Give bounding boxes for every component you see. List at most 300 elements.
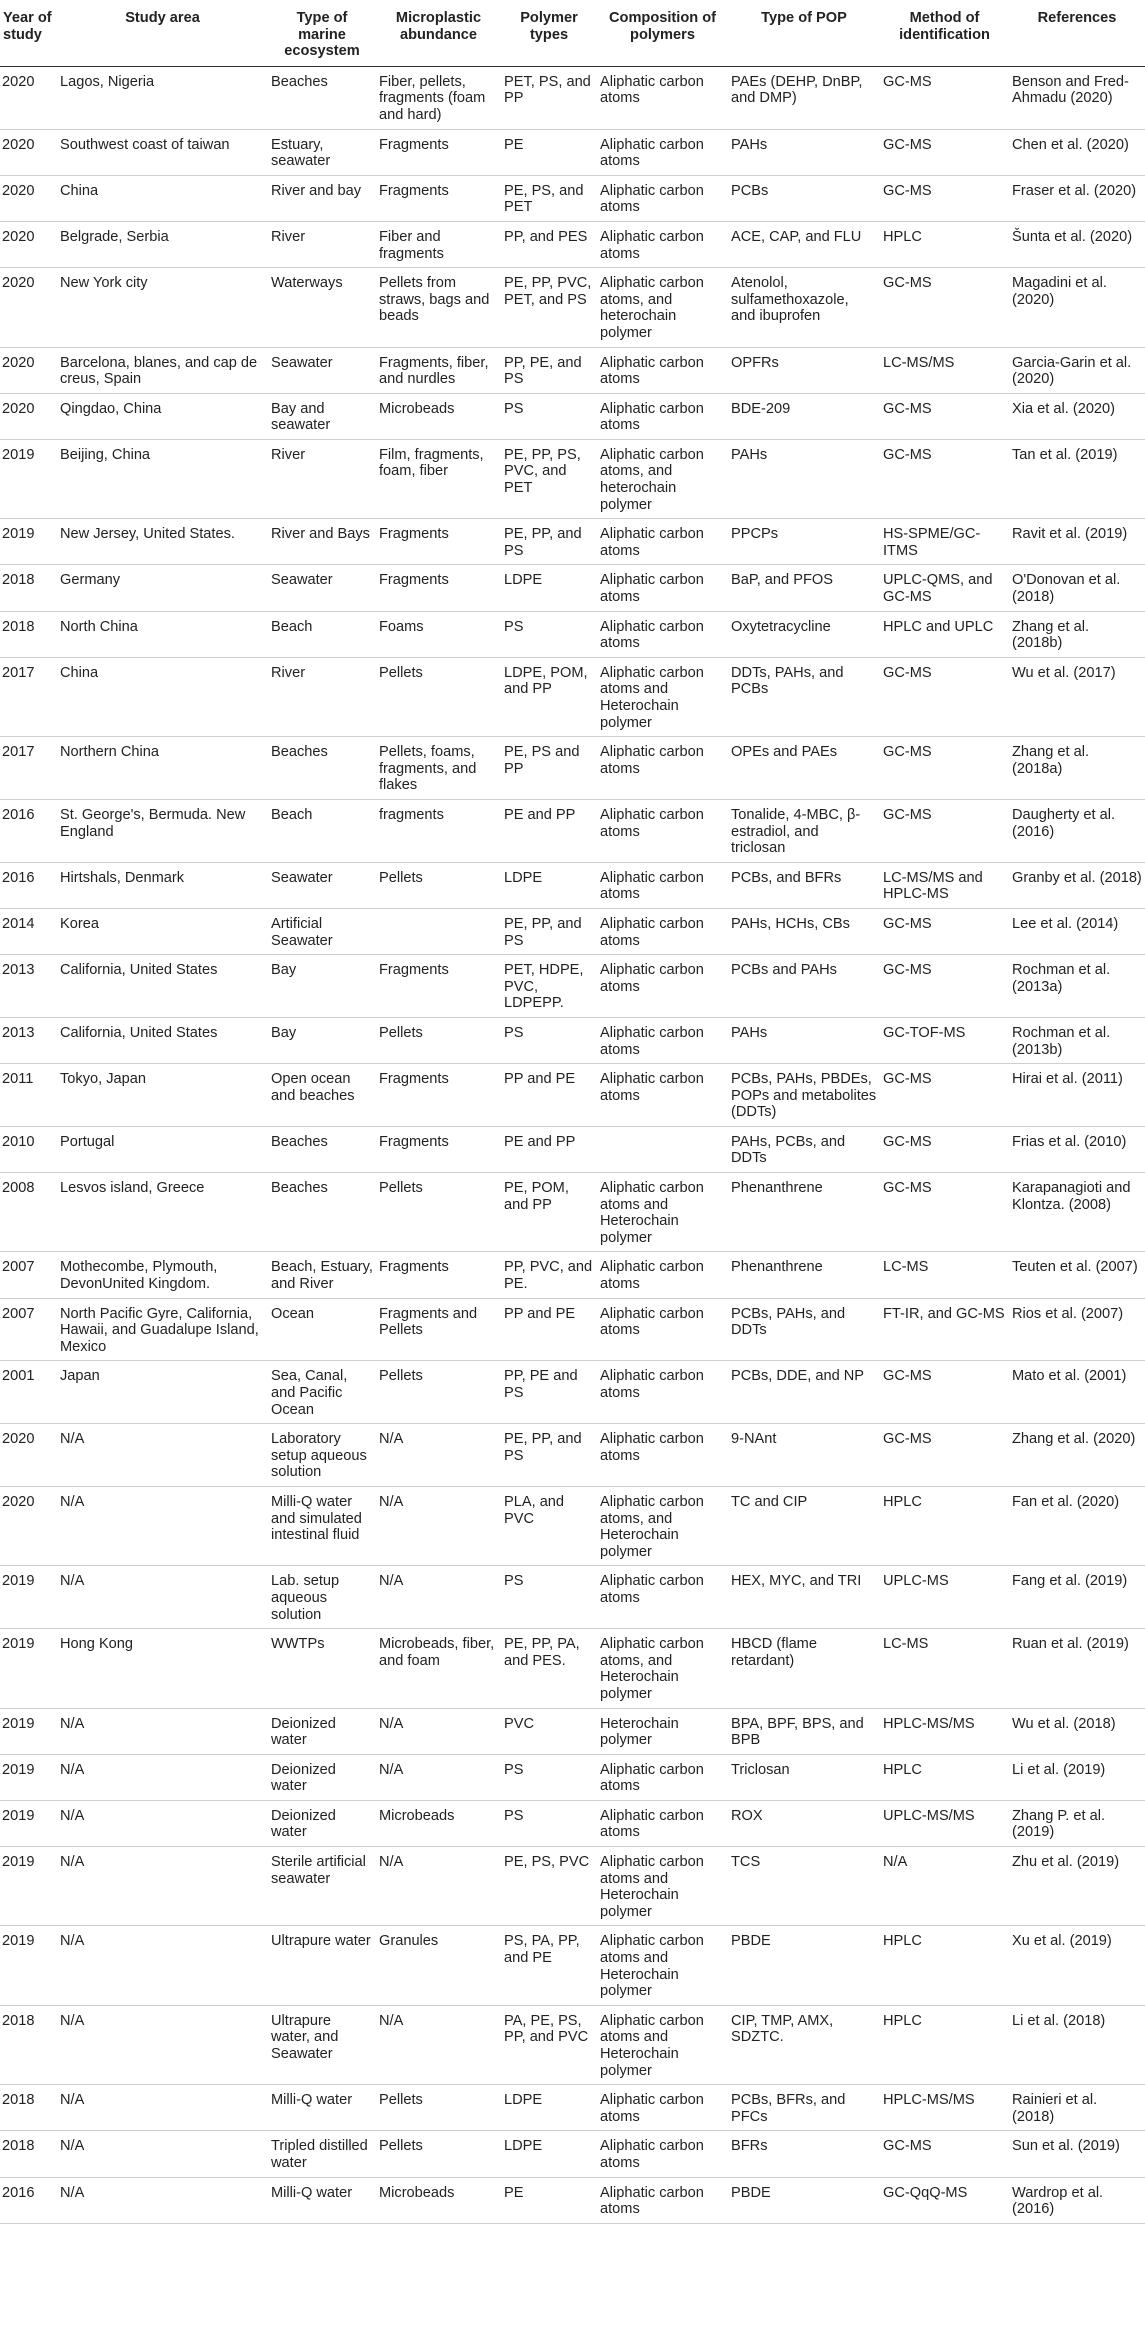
table-cell: Beijing, China (57, 439, 268, 518)
table-cell: Heterochain polymer (597, 1708, 728, 1754)
table-cell: GC-MS (880, 129, 1009, 175)
table-cell: Open ocean and beaches (268, 1064, 376, 1127)
table-cell: FT-IR, and GC-MS (880, 1298, 1009, 1361)
table-cell: Northern China (57, 737, 268, 800)
table-cell: Magadini et al. (2020) (1009, 268, 1145, 347)
table-cell: LDPE, POM, and PP (501, 657, 597, 736)
table-cell: HPLC-MS/MS (880, 1708, 1009, 1754)
table-cell: fragments (376, 799, 501, 862)
table-cell: TCS (728, 1847, 880, 1926)
table-cell: CIP, TMP, AMX, SDZTC. (728, 2005, 880, 2084)
table-cell: PVC (501, 1708, 597, 1754)
table-cell: Hong Kong (57, 1629, 268, 1708)
table-cell: Deionized water (268, 1708, 376, 1754)
table-row (0, 268, 1145, 347)
table-cell: Fragments (376, 519, 501, 565)
table-cell: Rochman et al. (2013b) (1009, 1017, 1145, 1063)
header-cell: Composition of polymers (597, 0, 728, 66)
table-cell: Korea (57, 908, 268, 954)
table-row (0, 2177, 1145, 2223)
table-cell: 2019 (0, 439, 57, 518)
table-cell: BPA, BPF, BPS, and BPB (728, 1708, 880, 1754)
table-cell: GC-MS (880, 799, 1009, 862)
table-cell: Aliphatic carbon atoms (597, 565, 728, 611)
table-cell: Mato et al. (2001) (1009, 1361, 1145, 1424)
table-cell: Rochman et al. (2013a) (1009, 955, 1145, 1018)
table-cell: PBDE (728, 2177, 880, 2223)
table-cell: HS-SPME/GC-ITMS (880, 519, 1009, 565)
table-cell: River and Bays (268, 519, 376, 565)
table-cell: Karapanagioti and Klontza. (2008) (1009, 1173, 1145, 1252)
table-cell: River (268, 221, 376, 267)
table-cell: Aliphatic carbon atoms (597, 1298, 728, 1361)
table-cell: Aliphatic carbon atoms (597, 221, 728, 267)
table-cell: N/A (57, 1926, 268, 2005)
table-cell: Xia et al. (2020) (1009, 393, 1145, 439)
table-cell: Chen et al. (2020) (1009, 129, 1145, 175)
table-cell: China (57, 175, 268, 221)
table-cell: GC-MS (880, 393, 1009, 439)
table-cell: Garcia-Garin et al. (2020) (1009, 347, 1145, 393)
table-cell: PS (501, 393, 597, 439)
table-row (0, 2131, 1145, 2177)
table-cell: UPLC-MS/MS (880, 1800, 1009, 1846)
table-cell: 2020 (0, 129, 57, 175)
table-cell: PE, POM, and PP (501, 1173, 597, 1252)
table-cell: 2017 (0, 657, 57, 736)
table-cell: Wu et al. (2017) (1009, 657, 1145, 736)
table-cell: Xu et al. (2019) (1009, 1926, 1145, 2005)
table-cell: 2007 (0, 1252, 57, 1298)
table-cell: ACE, CAP, and FLU (728, 221, 880, 267)
table-row (0, 1017, 1145, 1063)
table-cell: 2020 (0, 175, 57, 221)
table-cell: PP, PVC, and PE. (501, 1252, 597, 1298)
table-cell: Fraser et al. (2020) (1009, 175, 1145, 221)
table-cell: PS, PA, PP, and PE (501, 1926, 597, 2005)
table-cell: LC-MS/MS (880, 347, 1009, 393)
table-cell: PP, and PES (501, 221, 597, 267)
table-cell: HEX, MYC, and TRI (728, 1566, 880, 1629)
table-cell: Aliphatic carbon atoms and Heterochain polymer (597, 1926, 728, 2005)
table-cell: 2013 (0, 955, 57, 1018)
table-cell: Pellets (376, 1361, 501, 1424)
table-cell: DDTs, PAHs, and PCBs (728, 657, 880, 736)
table-cell: GC-MS (880, 955, 1009, 1018)
table-cell: Aliphatic carbon atoms (597, 2131, 728, 2177)
table-cell: Fragments (376, 565, 501, 611)
table-cell: Beaches (268, 737, 376, 800)
table-cell: LC-MS (880, 1252, 1009, 1298)
table-cell: PA, PE, PS, PP, and PVC (501, 2005, 597, 2084)
table-cell: Beach (268, 611, 376, 657)
table-cell: ROX (728, 1800, 880, 1846)
table-cell: 2020 (0, 268, 57, 347)
table-cell: Tan et al. (2019) (1009, 439, 1145, 518)
table-row (0, 347, 1145, 393)
table-cell: Teuten et al. (2007) (1009, 1252, 1145, 1298)
table-cell: Wu et al. (2018) (1009, 1708, 1145, 1754)
table-cell: 2019 (0, 1629, 57, 1708)
table-cell: Aliphatic carbon atoms (597, 2177, 728, 2223)
table-cell: California, United States (57, 955, 268, 1018)
table-cell: PS (501, 611, 597, 657)
table-cell: N/A (57, 2005, 268, 2084)
table-cell: PLA, and PVC (501, 1486, 597, 1565)
table-cell: 2019 (0, 1800, 57, 1846)
table-cell: Milli-Q water (268, 2085, 376, 2131)
table-cell: Atenolol, sulfamethoxazole, and ibuprofen (728, 268, 880, 347)
table-cell: Aliphatic carbon atoms (597, 2085, 728, 2131)
table-cell: Film, fragments, foam, fiber (376, 439, 501, 518)
table-cell: Aliphatic carbon atoms and Heterochain polymer (597, 1173, 728, 1252)
table-cell: Aliphatic carbon atoms (597, 955, 728, 1018)
table-cell: BaP, and PFOS (728, 565, 880, 611)
table-cell: 2016 (0, 799, 57, 862)
table-cell: 2019 (0, 1926, 57, 2005)
table-cell: BFRs (728, 2131, 880, 2177)
table-cell (376, 908, 501, 954)
table-cell: LDPE (501, 862, 597, 908)
table-row (0, 611, 1145, 657)
table-cell: 2019 (0, 1754, 57, 1800)
table-cell: Beach, Estuary, and River (268, 1252, 376, 1298)
table-cell: Aliphatic carbon atoms (597, 129, 728, 175)
table-cell (597, 1126, 728, 1172)
table-cell: HPLC (880, 221, 1009, 267)
table-cell: Aliphatic carbon atoms (597, 737, 728, 800)
table-cell: Phenanthrene (728, 1252, 880, 1298)
header-cell: Type of marine ecosystem (268, 0, 376, 66)
table-cell: Fragments (376, 175, 501, 221)
table-cell: 2019 (0, 519, 57, 565)
table-cell: Fan et al. (2020) (1009, 1486, 1145, 1565)
header-cell: Study area (57, 0, 268, 66)
table-cell: Bay (268, 955, 376, 1018)
table-cell: GC-MS (880, 175, 1009, 221)
table-cell: Bay and seawater (268, 393, 376, 439)
header-cell: Method of identification (880, 0, 1009, 66)
table-cell: Zhang et al. (2018a) (1009, 737, 1145, 800)
table-cell: PE, PP, and PS (501, 519, 597, 565)
table-cell: Aliphatic carbon atoms, and Heterochain polymer (597, 1629, 728, 1708)
table-row (0, 1629, 1145, 1708)
table-cell: Aliphatic carbon atoms (597, 175, 728, 221)
table-cell: Aliphatic carbon atoms (597, 1064, 728, 1127)
table-row (0, 129, 1145, 175)
table-cell: Pellets (376, 1173, 501, 1252)
table-cell: Portugal (57, 1126, 268, 1172)
table-cell: N/A (376, 1424, 501, 1487)
table-cell: 2019 (0, 1847, 57, 1926)
table-cell: Lab. setup aqueous solution (268, 1566, 376, 1629)
table-cell: 2016 (0, 2177, 57, 2223)
table-cell: River (268, 657, 376, 736)
table-cell: N/A (57, 2177, 268, 2223)
table-cell: PET, PS, and PP (501, 66, 597, 129)
table-cell: N/A (57, 1847, 268, 1926)
table-cell: PAHs (728, 439, 880, 518)
table-row (0, 1926, 1145, 2005)
table-cell: HPLC and UPLC (880, 611, 1009, 657)
table-cell: N/A (57, 2085, 268, 2131)
table-row (0, 439, 1145, 518)
table-cell: Ocean (268, 1298, 376, 1361)
table-cell: PCBs, BFRs, and PFCs (728, 2085, 880, 2131)
table-cell: BDE-209 (728, 393, 880, 439)
table-cell: Seawater (268, 862, 376, 908)
table-row (0, 908, 1145, 954)
table-cell: PCBs, PAHs, and DDTs (728, 1298, 880, 1361)
table-row (0, 799, 1145, 862)
table-cell: OPEs and PAEs (728, 737, 880, 800)
table-cell: Aliphatic carbon atoms, and heterochain polymer (597, 439, 728, 518)
table-cell: Fragments (376, 1064, 501, 1127)
table-cell: California, United States (57, 1017, 268, 1063)
table-cell: HBCD (flame retardant) (728, 1629, 880, 1708)
table-cell: Aliphatic carbon atoms (597, 1566, 728, 1629)
table-cell: Zhu et al. (2019) (1009, 1847, 1145, 1926)
table-cell: Bay (268, 1017, 376, 1063)
table-cell: WWTPs (268, 1629, 376, 1708)
table-cell: Deionized water (268, 1754, 376, 1800)
table-cell: HPLC (880, 1926, 1009, 2005)
header-cell: Polymer types (501, 0, 597, 66)
table-cell: PCBs, and BFRs (728, 862, 880, 908)
table-cell: 2011 (0, 1064, 57, 1127)
table-cell: PPCPs (728, 519, 880, 565)
table-row (0, 1566, 1145, 1629)
table-cell: Germany (57, 565, 268, 611)
table-cell: PP, PE, and PS (501, 347, 597, 393)
table-cell: PP, PE and PS (501, 1361, 597, 1424)
table-cell: PE and PP (501, 1126, 597, 1172)
table-cell: TC and CIP (728, 1486, 880, 1565)
table-cell: PS (501, 1754, 597, 1800)
table-cell: Deionized water (268, 1800, 376, 1846)
table-cell: Waterways (268, 268, 376, 347)
table-cell: 2016 (0, 862, 57, 908)
table-cell: PAHs, PCBs, and DDTs (728, 1126, 880, 1172)
table-row (0, 1361, 1145, 1424)
table-cell: GC-MS (880, 908, 1009, 954)
table-cell: Fragments, fiber, and nurdles (376, 347, 501, 393)
table-cell: PP and PE (501, 1064, 597, 1127)
header-cell: Year of study (0, 0, 57, 66)
table-cell: Triclosan (728, 1754, 880, 1800)
table-cell: 2020 (0, 66, 57, 129)
table-cell: Aliphatic carbon atoms (597, 1754, 728, 1800)
table-cell: Microbeads (376, 1800, 501, 1846)
table-cell: O'Donovan et al. (2018) (1009, 565, 1145, 611)
table-cell: Fragments (376, 955, 501, 1018)
table-cell: PP and PE (501, 1298, 597, 1361)
table-cell: Seawater (268, 347, 376, 393)
table-cell: 2018 (0, 2085, 57, 2131)
table-cell: GC-MS (880, 1361, 1009, 1424)
table-cell: New Jersey, United States. (57, 519, 268, 565)
table-cell: Ultrapure water, and Seawater (268, 2005, 376, 2084)
table-cell: Ultrapure water (268, 1926, 376, 2005)
table-cell: Milli-Q water and simulated intestinal fluid (268, 1486, 376, 1565)
table-cell: Aliphatic carbon atoms (597, 908, 728, 954)
table-cell: Fiber, pellets, fragments (foam and hard) (376, 66, 501, 129)
table-cell: UPLC-MS (880, 1566, 1009, 1629)
table-cell: Tokyo, Japan (57, 1064, 268, 1127)
table-cell: HPLC (880, 1754, 1009, 1800)
table-cell: North China (57, 611, 268, 657)
table-cell: Aliphatic carbon atoms (597, 1017, 728, 1063)
table-cell: N/A (57, 1754, 268, 1800)
table-cell: 2020 (0, 1486, 57, 1565)
table-cell: Aliphatic carbon atoms (597, 799, 728, 862)
table-cell: Zhang P. et al. (2019) (1009, 1800, 1145, 1846)
table-cell: Benson and Fred-Ahmadu (2020) (1009, 66, 1145, 129)
table-cell: 2014 (0, 908, 57, 954)
table-cell: Lee et al. (2014) (1009, 908, 1145, 954)
table-cell: PE and PP (501, 799, 597, 862)
table-cell: 2018 (0, 2131, 57, 2177)
table-cell: Beaches (268, 66, 376, 129)
table-cell: LDPE (501, 2131, 597, 2177)
table-cell: 2019 (0, 1566, 57, 1629)
table-cell: Wardrop et al. (2016) (1009, 2177, 1145, 2223)
table-cell: Daugherty et al. (2016) (1009, 799, 1145, 862)
table-cell: GC-MS (880, 2131, 1009, 2177)
table-row (0, 175, 1145, 221)
table-row (0, 1252, 1145, 1298)
table-cell: Southwest coast of taiwan (57, 129, 268, 175)
table-cell: Microbeads (376, 2177, 501, 2223)
table-cell: Aliphatic carbon atoms (597, 393, 728, 439)
table-cell: Aliphatic carbon atoms (597, 347, 728, 393)
table-cell: PS (501, 1800, 597, 1846)
table-cell: GC-MS (880, 268, 1009, 347)
table-cell: PE, PP, and PS (501, 908, 597, 954)
table-cell: HPLC (880, 1486, 1009, 1565)
table-cell: River and bay (268, 175, 376, 221)
table-cell: LDPE (501, 565, 597, 611)
table-cell: OPFRs (728, 347, 880, 393)
table-cell: 9-NAnt (728, 1424, 880, 1487)
table-row (0, 1486, 1145, 1565)
table-cell: PCBs, PAHs, PBDEs, POPs and metabolites (DDTs) (728, 1064, 880, 1127)
table-cell: N/A (57, 1800, 268, 1846)
table-cell: PBDE (728, 1926, 880, 2005)
table-cell: Rainieri et al. (2018) (1009, 2085, 1145, 2131)
table-cell: GC-MS (880, 1064, 1009, 1127)
table-cell: GC-MS (880, 1173, 1009, 1252)
table-cell: Beach (268, 799, 376, 862)
table-cell: PCBs, DDE, and NP (728, 1361, 880, 1424)
table-cell: New York city (57, 268, 268, 347)
table-cell: China (57, 657, 268, 736)
table-cell: Aliphatic carbon atoms and Heterochain polymer (597, 2005, 728, 2084)
table-cell: Tripled distilled water (268, 2131, 376, 2177)
table-row (0, 1173, 1145, 1252)
table-cell: Aliphatic carbon atoms (597, 1252, 728, 1298)
table-cell: Aliphatic carbon atoms (597, 1424, 728, 1487)
table-cell: PAHs (728, 1017, 880, 1063)
table-cell: 2020 (0, 1424, 57, 1487)
table-cell: Hirtshals, Denmark (57, 862, 268, 908)
table-cell: Lesvos island, Greece (57, 1173, 268, 1252)
table-cell: Pellets, foams, fragments, and flakes (376, 737, 501, 800)
table-cell: Qingdao, China (57, 393, 268, 439)
table-cell: GC-MS (880, 439, 1009, 518)
table-cell: Aliphatic carbon atoms, and heterochain polymer (597, 268, 728, 347)
table-cell: Estuary, seawater (268, 129, 376, 175)
table-cell: 2020 (0, 221, 57, 267)
table-row (0, 1064, 1145, 1127)
table-row (0, 221, 1145, 267)
table-cell: Pellets from straws, bags and beads (376, 268, 501, 347)
table-cell: Pellets (376, 657, 501, 736)
table-cell: PE, PS, and PET (501, 175, 597, 221)
table-cell: GC-TOF-MS (880, 1017, 1009, 1063)
table-cell: Japan (57, 1361, 268, 1424)
table-cell: Lagos, Nigeria (57, 66, 268, 129)
table-cell: Šunta et al. (2020) (1009, 221, 1145, 267)
table-cell: Phenanthrene (728, 1173, 880, 1252)
table-cell: Aliphatic carbon atoms (597, 66, 728, 129)
table-cell: GC-MS (880, 737, 1009, 800)
table-cell: N/A (57, 2131, 268, 2177)
table-cell: 2020 (0, 393, 57, 439)
table-cell: Pellets (376, 2131, 501, 2177)
table-cell: PET, HDPE, PVC, LDPEPP. (501, 955, 597, 1018)
table-cell: Hirai et al. (2011) (1009, 1064, 1145, 1127)
table-cell: N/A (880, 1847, 1009, 1926)
table-cell: GC-MS (880, 1424, 1009, 1487)
table-cell: HPLC (880, 2005, 1009, 2084)
table-cell: N/A (376, 1486, 501, 1565)
table-cell: PE, PS and PP (501, 737, 597, 800)
table-cell: 2007 (0, 1298, 57, 1361)
table-row (0, 565, 1145, 611)
table-cell: PCBs and PAHs (728, 955, 880, 1018)
table-row (0, 955, 1145, 1018)
table-cell: Fragments (376, 129, 501, 175)
table-cell: Fiber and fragments (376, 221, 501, 267)
table-cell: Aliphatic carbon atoms (597, 1361, 728, 1424)
table-cell: St. George's, Bermuda. New England (57, 799, 268, 862)
table-cell: Laboratory setup aqueous solution (268, 1424, 376, 1487)
table-cell: Pellets (376, 862, 501, 908)
header-cell: Type of POP (728, 0, 880, 66)
table-cell: 2017 (0, 737, 57, 800)
table-cell: LC-MS/MS and HPLC-MS (880, 862, 1009, 908)
table-cell: Beaches (268, 1173, 376, 1252)
table-cell: 2018 (0, 611, 57, 657)
table-cell: UPLC-QMS, and GC-MS (880, 565, 1009, 611)
table-row (0, 1754, 1145, 1800)
table-cell: PAEs (DEHP, DnBP, and DMP) (728, 66, 880, 129)
table-cell: 2020 (0, 347, 57, 393)
table-cell: N/A (57, 1424, 268, 1487)
table-cell: GC-MS (880, 66, 1009, 129)
table-cell: Barcelona, blanes, and cap de creus, Spain (57, 347, 268, 393)
table-cell: N/A (376, 2005, 501, 2084)
table-cell: Aliphatic carbon atoms and Heterochain polymer (597, 657, 728, 736)
table-cell: 2010 (0, 1126, 57, 1172)
table-row (0, 1847, 1145, 1926)
header-cell: Microplastic abundance (376, 0, 501, 66)
table-cell: Aliphatic carbon atoms (597, 862, 728, 908)
table-cell: PE, PP, PVC, PET, and PS (501, 268, 597, 347)
table-row (0, 519, 1145, 565)
table-row (0, 66, 1145, 129)
